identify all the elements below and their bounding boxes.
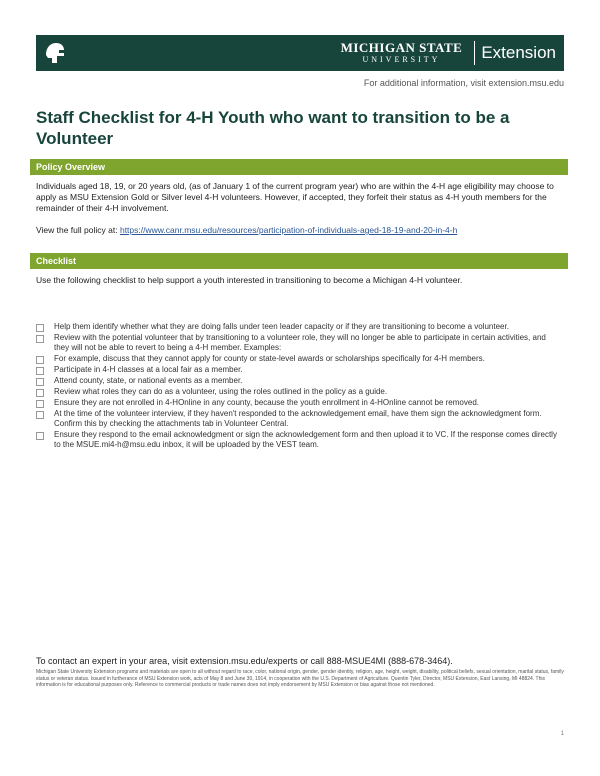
- checklist-item: Help them identify whether what they are doing falls under teen leader capacity or if they are transitioning to become a volunteer.: [36, 322, 561, 332]
- checklist-item: Ensure they respond to the email acknowledgment or sign the acknowledgement form and then upload it to VC. If the response comes directly to the MSUE.mi4-h@msu.edu inbox, it will be uploaded by the VEST team.: [36, 430, 561, 450]
- checklist-item: For example, discuss that they cannot apply for county or state-level awards or scholarships specifically for 4-H members.: [36, 354, 561, 364]
- page-title: Staff Checklist for 4-H Youth who want to transition to be a Volunteer: [36, 108, 510, 148]
- university-subtitle: UNIVERSITY: [362, 55, 441, 64]
- checkbox[interactable]: [36, 411, 44, 419]
- logo-divider: [474, 41, 475, 65]
- policy-body: Individuals aged 18, 19, or 20 years old, (as of January 1 of the current program year) who are within the 4-H age eligibility may choose to apply as MSU Extension Gold or Silver level 4-H volunteers. However, if accepted, they forfeit their status as 4-H youth members for the remainder of their 4-H involvement.: [36, 181, 554, 213]
- page-number: 1: [560, 731, 564, 737]
- checklist-item: Review with the potential volunteer that by transitioning to a volunteer role, they will no longer be able to participate in certain activities, and they will not be able to revert to being a 4-H member. Examples:: [36, 333, 561, 353]
- checklist-item: Attend county, state, or national events as a member.: [36, 376, 561, 386]
- checklist-intro: Use the following checklist to help support a youth interested in transitioning to become a Michigan 4-H volunteer.: [36, 275, 463, 285]
- policy-overview-heading: Policy Overview: [30, 159, 568, 175]
- checklist-heading: Checklist: [30, 253, 568, 269]
- contact-line: To contact an expert in your area, visit extension.msu.edu/experts or call 888-MSUE4MI (888-678-3464).: [36, 656, 453, 666]
- checklist-item: Participate in 4-H classes at a local fair as a member.: [36, 365, 561, 375]
- checkbox[interactable]: [36, 389, 44, 397]
- spartan-helmet-icon: [42, 40, 68, 66]
- checkbox[interactable]: [36, 432, 44, 440]
- msu-extension-logo: [341, 41, 564, 65]
- university-name: MICHIGAN STATE: [340, 40, 463, 55]
- checkbox[interactable]: [36, 335, 44, 343]
- checklist-item: Review what roles they can do as a volunteer, using the roles outlined in the policy as a guide.: [36, 387, 561, 397]
- extension-label: Extension: [481, 43, 556, 62]
- disclaimer-text: Michigan State University Extension programs and materials are open to all without regard to race, color, national origin, gender, gender identity, religion, age, height, weight, disability, political beliefs, sexual orientation, marital status, family status or veteran status. Issued in furtherance of MSU Extension work, acts of May 8 and June 30, 1914, in cooperation with the U.S. Department of Agriculture. Quentin Tyler, Director, MSU Extension, East Lansing, MI 48824. This information is for educational purposes only. Reference to commercial products or trade names does not imply endorsement by MSU Extension or bias against those not mentioned.: [36, 669, 564, 688]
- additional-info-text: For additional information, visit extension.msu.edu: [363, 78, 564, 88]
- policy-link-prefix: View the full policy at:: [36, 225, 118, 235]
- header-banner: [36, 35, 564, 71]
- policy-link-line: [36, 225, 561, 236]
- checkbox[interactable]: [36, 378, 44, 386]
- checklist-list: [36, 322, 561, 451]
- checkbox[interactable]: [36, 367, 44, 375]
- checklist-item: Ensure they are not enrolled in 4-HOnline in any county, because the youth enrollment in 4-HOnline cannot be removed.: [36, 398, 561, 408]
- checkbox[interactable]: [36, 356, 44, 364]
- checkbox[interactable]: [36, 400, 44, 408]
- policy-link[interactable]: https://www.canr.msu.edu/resources/participation-of-individuals-aged-18-19-and-20-in-4-h: [119, 225, 458, 235]
- checkbox[interactable]: [36, 324, 44, 332]
- checklist-item: At the time of the volunteer interview, if they haven't responded to the acknowledgement email, have them sign the acknowledgment form. Confirm this by checking the attachments tab in Volunteer Central.: [36, 409, 561, 429]
